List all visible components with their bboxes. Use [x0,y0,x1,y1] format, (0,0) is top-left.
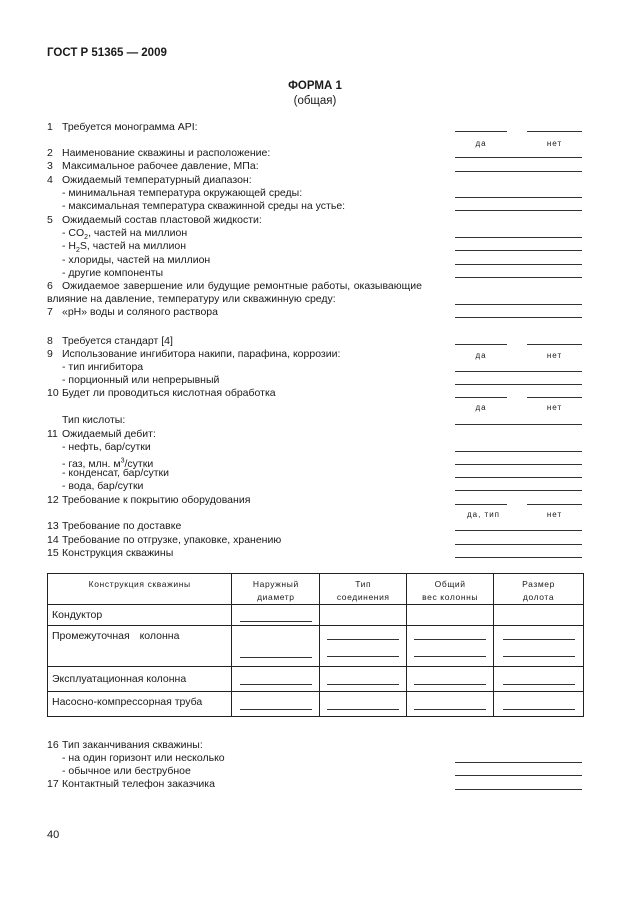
answer-line-17[interactable] [455,789,582,790]
item-5d: - другие компоненты [62,267,164,279]
item-9a: - тип ингибитора [62,361,144,373]
answer-line-1-yes[interactable] [455,131,507,132]
answer-line-11c[interactable] [455,477,582,478]
answer-line-5c[interactable] [455,264,582,265]
item-5: 5 Ожидаемый состав пластовой жидкости: [47,214,262,226]
item-1: 1 Требуется монограмма API: [47,121,198,133]
item-11a: - нефть, бар/сутки [62,441,151,453]
label-no: нет [546,139,563,148]
item-17: 17 Контактный телефон заказчика [47,778,215,790]
item-5b: - $H_2S$, частей на миллион [62,240,187,255]
answer-line-7[interactable] [455,317,582,318]
item-16: 16 Тип заканчивания скважины: [47,739,203,751]
header-construction: Конструкция скважины [48,574,232,605]
cell-bit-size[interactable] [494,605,584,626]
cell-outer-diameter[interactable] [232,626,320,667]
cell-outer-diameter[interactable] [232,605,320,626]
answer-line-11b[interactable] [455,464,582,465]
well-construction-table [47,573,584,717]
answer-line-12-no[interactable] [527,504,582,505]
item-4a: - минимальная температура окружающей среды: [62,187,303,199]
answer-line-9b[interactable] [455,384,582,385]
table-row [48,692,584,717]
label-yes-type: да, тип [466,510,501,519]
item-7: 7 «pH» воды и соляного раствора [47,306,218,318]
cell-bit-size[interactable] [494,626,584,667]
answer-line-5d[interactable] [455,277,582,278]
answer-line-11a[interactable] [455,451,582,452]
cell-outer-diameter[interactable] [232,692,320,717]
cell-total-weight[interactable] [407,605,494,626]
label-yes: да [475,139,487,148]
cell-outer-diameter[interactable] [232,667,320,692]
cell-connection-type[interactable] [320,626,407,667]
label-no: нет [546,510,563,519]
answer-line-15[interactable] [455,557,582,558]
document-header: ГОСТ Р 51365 — 2009 [47,47,167,59]
answer-line-8-no[interactable] [527,344,582,345]
item-8: 8 Требуется стандарт [4] [47,335,173,347]
item-10: 10 Будет ли проводиться кислотная обработка [47,387,276,399]
item-16a: - на один горизонт или несколько [62,752,225,764]
answer-line-16a[interactable] [455,762,582,763]
table-header-row [48,574,584,605]
cell-bit-size[interactable] [494,667,584,692]
row-label: Эксплуатационная колонна [48,667,232,692]
table-row [48,667,584,692]
header-total-weight: Общий вес колонны [407,574,494,605]
item-14: 14 Требование по отгрузке, упаковке, хранению [47,534,282,546]
answer-line-1-no[interactable] [527,131,582,132]
answer-line-12-yes[interactable] [455,504,507,505]
item-16b: - обычное или беструбное [62,765,191,777]
answer-line-14[interactable] [455,544,582,545]
table-row [48,626,584,667]
label-yes: да [475,403,487,412]
answer-line-10-no[interactable] [527,397,582,398]
answer-line-4a[interactable] [455,197,582,198]
form-subtitle: (общая) [293,95,337,107]
answer-line-5b[interactable] [455,250,582,251]
item-10a: Тип кислоты: [62,414,126,426]
answer-line-16b[interactable] [455,775,582,776]
label-no: нет [546,403,563,412]
table-row [48,605,584,626]
row-label: Промежуточная колонна [48,626,232,667]
header-outer-diameter: Наружный диаметр [232,574,320,605]
answer-line-13[interactable] [455,530,582,531]
item-4b: - максимальная температура скважинной среды на устье: [62,200,346,212]
answer-line-6[interactable] [455,304,582,305]
header-bit-size: Размер долота [494,574,584,605]
item-2: 2 Наименование скважины и расположение: [47,147,271,159]
answer-line-10-yes[interactable] [455,397,507,398]
cell-total-weight[interactable] [407,692,494,717]
label-yes: да [475,351,487,360]
answer-line-10a[interactable] [455,424,582,425]
cell-connection-type[interactable] [320,605,407,626]
row-label: Кондуктор [48,605,232,626]
item-11b: - газ, млн. $м^3$/сутки [62,457,154,470]
item-13: 13 Требование по доставке [47,520,182,532]
cell-total-weight[interactable] [407,626,494,667]
answer-line-4b[interactable] [455,210,582,211]
item-5c: - хлориды, частей на миллион [62,254,211,266]
item-9: 9 Использование ингибитора накипи, парафина, коррозии: [47,348,341,360]
item-4: 4 Ожидаемый температурный диапазон: [47,174,252,186]
item-12: 12 Требование к покрытию оборудования [47,494,251,506]
answer-line-11d[interactable] [455,490,582,491]
item-11c: - конденсат, бар/сутки [62,467,170,479]
page-number: 40 [47,829,60,841]
item-9b: - порционный или непрерывный [62,374,220,386]
form-title: ФОРМА 1 [288,80,342,92]
answer-line-3[interactable] [455,171,582,172]
answer-line-8-yes[interactable] [455,344,507,345]
cell-total-weight[interactable] [407,667,494,692]
item-15: 15 Конструкция скважины [47,547,174,559]
item-5a: - $CO_2$, частей на миллион [62,227,188,242]
header-connection-type: Тип соединения [320,574,407,605]
row-label: Насосно-компрессорная труба [48,692,232,717]
answer-line-9a[interactable] [455,371,582,372]
answer-line-2[interactable] [455,157,582,158]
label-no: нет [546,351,563,360]
item-11d: - вода, бар/сутки [62,480,144,492]
cell-connection-type[interactable] [320,667,407,692]
item-3: 3 Максимальное рабочее давление, МПа: [47,160,259,172]
item-6: 6 Ожидаемое завершение или будущие ремонтные работы, оказывающие влияние на давление, температуру или скважинную среду: [47,280,422,305]
cell-bit-size[interactable] [494,692,584,717]
answer-line-5a[interactable] [455,237,582,238]
cell-connection-type[interactable] [320,692,407,717]
item-11: 11 Ожидаемый дебит: [47,428,156,440]
